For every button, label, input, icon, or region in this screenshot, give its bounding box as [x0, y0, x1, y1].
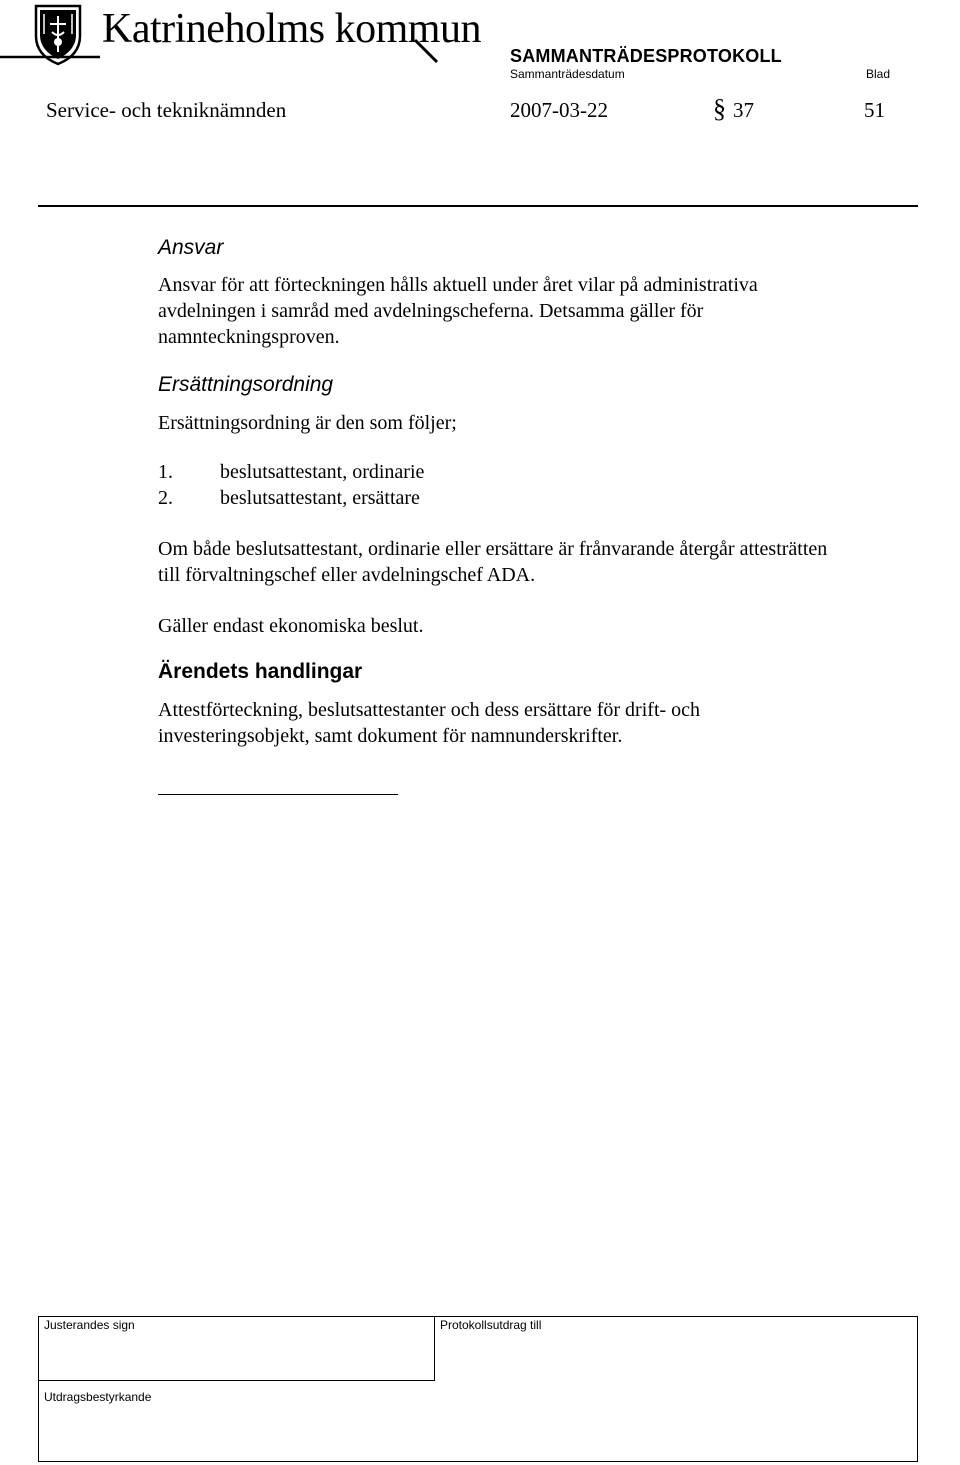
- paragraph-line: investeringsobjekt, samt dokument för namnunderskrifter.: [158, 725, 623, 747]
- heading-ansvar: Ansvar: [158, 236, 224, 259]
- committee-name: Service- och tekniknämnden: [46, 98, 287, 122]
- end-rule: [158, 794, 398, 795]
- paragraph-line: avdelningen i samråd med avdelningscheferna. Detsamma gäller för: [158, 300, 704, 322]
- paragraph-frånvaro: [158, 536, 827, 588]
- signature-box-divider: [434, 1316, 435, 1381]
- protokollsutdrag-label: Protokollsutdrag till: [440, 1318, 542, 1332]
- page-label: Blad: [866, 67, 891, 81]
- paragraph-line: Ansvar för att förteckningen hålls aktuell under året vilar på administrativa: [158, 274, 758, 296]
- signature-box: [38, 1316, 918, 1462]
- paragraph-line: namnteckningsproven.: [158, 326, 340, 348]
- paragraph-ersattningsordning: Ersättningsordning är den som följer;: [158, 412, 457, 434]
- meeting-date: 2007-03-22: [510, 98, 608, 122]
- page-number: 51: [864, 98, 885, 122]
- paragraph-line: Om både beslutsattestant, ordinarie eller ersättare är frånvarande återgår attesträtten: [158, 538, 828, 560]
- date-label: Sammanträdesdatum: [510, 67, 625, 81]
- list-number: 2.: [158, 487, 173, 509]
- paragraph-galler: Gäller endast ekonomiska beslut.: [158, 615, 424, 637]
- paragraph-handlingar: [158, 697, 700, 749]
- list-item: [158, 485, 558, 511]
- heading-ersattningsordning: Ersättningsordning: [158, 373, 334, 396]
- heading-arendets-handlingar: Ärendets handlingar: [158, 660, 363, 683]
- paragraph-line: till förvaltningschef eller avdelningschef ADA.: [158, 564, 536, 586]
- document-type: SAMMANTRÄDESPROTOKOLL: [510, 46, 782, 66]
- list-number: 1.: [158, 461, 173, 483]
- paragraph-line: Attestförteckning, beslutsattestanter och dess ersättare för drift- och: [158, 699, 701, 721]
- list-text: beslutsattestant, ersättare: [220, 487, 420, 509]
- org-name: Katrineholms kommun: [102, 6, 481, 52]
- list-item: [158, 459, 558, 485]
- logo-swoosh-icon: [0, 32, 440, 64]
- utdragsbestyrkande-label: Utdragsbestyrkande: [44, 1390, 152, 1404]
- justerandes-sign-label: Justerandes sign: [44, 1318, 135, 1332]
- section-number: 37: [733, 98, 754, 122]
- signature-box-divider: [38, 1380, 435, 1381]
- list-text: beslutsattestant, ordinarie: [220, 461, 425, 483]
- section-sign: §: [713, 94, 726, 123]
- header-divider: [38, 205, 918, 207]
- paragraph-ansvar: [158, 272, 758, 350]
